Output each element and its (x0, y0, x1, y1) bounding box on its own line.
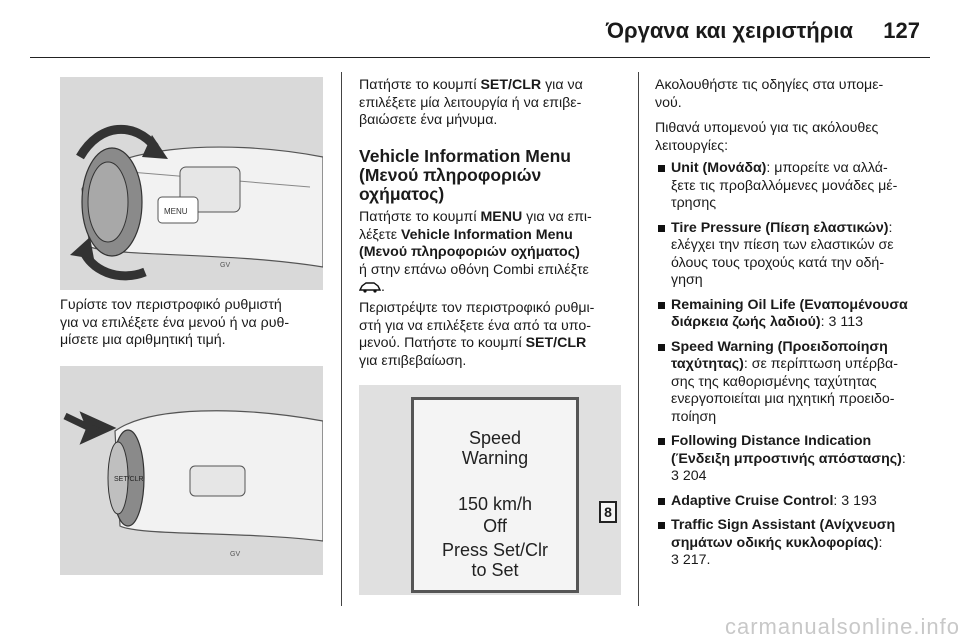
display-line: 150 km/h (457, 494, 533, 514)
set-clr-term: SET/CLR (480, 77, 542, 93)
stalk-rotary-illustration (60, 77, 323, 290)
car-icon (359, 281, 381, 293)
display-line: Warning (461, 448, 529, 468)
submenu-item-text: : 3 217. (671, 534, 883, 568)
section-heading: Vehicle Information Menu (Μενού πληροφοριών οχήματος) (359, 146, 571, 204)
submenu-item-title: Speed Warning (Προειδοποίηση ταχύτητας) (671, 338, 888, 372)
submenu-list-item (655, 220, 937, 290)
submenu-list-item (655, 160, 937, 213)
header-divider (30, 57, 930, 58)
submenu-list-item (655, 493, 937, 511)
submenu-item-title: Unit (Μονάδα) (671, 160, 767, 176)
menu-term: MENU (480, 209, 523, 225)
column-divider (638, 72, 639, 606)
submenu-paragraph: Περιστρέψτε τον περιστροφικό ρυθμι- στή για να επιλέξετε ένα από τα υπο- μενού. Πατήστε το κουμπί SET/CLR για επιβεβαίωση. (359, 300, 595, 369)
submenu-item-text: : 3 113 (820, 314, 863, 330)
submenu-item-title: Adaptive Cruise Control (671, 492, 834, 509)
column-divider (341, 72, 342, 606)
submenu-list (655, 160, 937, 577)
stalk-button-figure (60, 366, 323, 575)
submenu-item-title: Traffic Sign Assistant (Ανίχνευση σημάτων οδικής κυκλοφορίας) (671, 517, 896, 551)
page-number: 127 (883, 18, 920, 43)
page-header (0, 0, 960, 58)
svg-text:GV: GV (220, 262, 231, 269)
svg-text:GV: GV (230, 551, 241, 558)
display-line: to Set (471, 560, 519, 580)
submenu-item-text: : 3 204 (671, 450, 906, 484)
submenu-item-title: Tire Pressure (Πίεση ελαστικών) (671, 219, 889, 236)
gear-indicator: 8 (599, 501, 617, 523)
menu-button-label: MENU (164, 207, 188, 216)
instructions-paragraph: Ακολουθήστε τις οδηγίες στα υπομε- νού. (655, 77, 884, 111)
submenu-item-title: Remaining Oil Life (Εναπομένουσα διάρκεια ζωής λαδιού) (671, 296, 908, 330)
submenu-item-text: : 3 193 (833, 492, 877, 509)
intro-paragraph: Πατήστε το κουμπί SET/CLR για να επιλέξετε μία λειτουργία ή να επιβε- βαιώσετε ένα μήνυμα. (359, 77, 583, 128)
stalk-button-illustration (60, 366, 323, 575)
chapter-title: Όργανα και χειριστήρια (605, 18, 853, 43)
submenu-item-title: Following Distance Indication (Ένδειξη μπροστινής απόστασης) (671, 433, 902, 467)
submenu-item-text: : μπορείτε να αλλά- ξετε τις προβαλλόμενες μονάδες μέ- τρησης (671, 160, 898, 211)
submenu-list-item (655, 433, 937, 486)
info-display (411, 397, 579, 593)
set-clr-label: SET/CLR (114, 476, 144, 483)
figure-1-caption: Γυρίστε τον περιστροφικό ρυθμιστή για να επιλέξετε ένα μενού ή να ρυθ- μίσετε μια αριθμητική τιμή. (60, 297, 290, 348)
display-line: Speed (468, 428, 522, 448)
display-line: Press Set/Clr (441, 540, 549, 560)
display-line: Off (483, 516, 507, 536)
menu-paragraph: Πατήστε το κουμπί MENU για να επι- λέξετε Vehicle Information Menu (Μενού πληροφοριών οχήματος) ή στην επάνω οθόνη Combi επιλέξτε . (359, 209, 592, 295)
stalk-rotary-figure (60, 77, 323, 290)
submenu-intro-paragraph: Πιθανά υπομενού για τις ακόλουθες λειτουργίες: (655, 120, 879, 154)
watermark: carmanualsonline.info (724, 614, 960, 639)
submenu-list-item (655, 339, 937, 427)
display-figure (359, 385, 621, 595)
submenu-item-text: : ελέγχει την πίεση των ελαστικών σε όλους τους τροχούς κατά την οδή- γηση (671, 219, 894, 288)
submenu-list-item (655, 517, 937, 570)
submenu-list-item (655, 297, 937, 332)
submenu-item-text: : σε περίπτωση υπέρβα- σης της καθορισμένης ταχύτητας ενεργοποιείται μια ηχητική προειδο- ποίηση (671, 356, 898, 425)
